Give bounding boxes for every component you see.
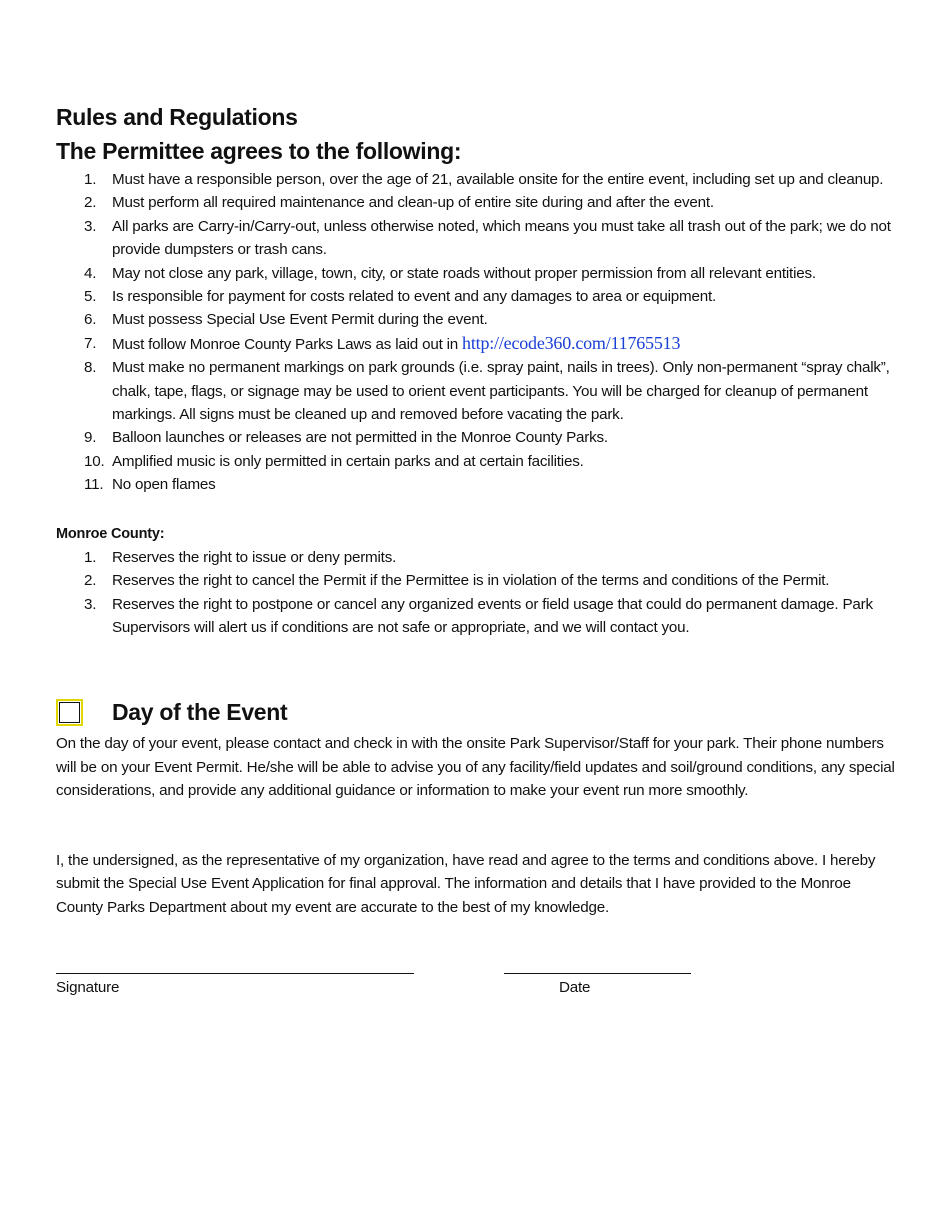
list-text: Must perform all required maintenance and clean-up of entire site during and after the event. <box>112 194 714 212</box>
list-text: Must possess Special Use Event Permit during the event. <box>112 311 488 329</box>
list-text: Is responsible for payment for costs related to event and any damages to area or equipment. <box>112 288 716 306</box>
list-text: Reserves the right to cancel the Permit if the Permittee is in violation of the terms and conditions of the Permit. <box>112 572 830 590</box>
list-item <box>56 332 896 356</box>
list-text: Reserves the right to postpone or cancel any organized events or field usage that could do permanent damage. Park Supervisors will alert us if conditions are not safe or appropriate, and we will contact you. <box>112 595 873 636</box>
county-list <box>56 546 896 640</box>
list-number: 5. <box>84 288 97 306</box>
list-text: Reserves the right to issue or deny permits. <box>112 548 397 566</box>
list-number: 6. <box>84 311 97 329</box>
list-number: 2. <box>84 194 97 212</box>
list-number: 10. <box>84 452 105 470</box>
permittee-rules-list <box>56 168 896 497</box>
date-line[interactable] <box>504 973 691 974</box>
list-number: 1. <box>84 548 97 566</box>
date-label: Date <box>559 979 591 997</box>
day-of-event-text: On the day of your event, please contact and check in with the onsite Park Supervisor/Staff for your park. Their phone numbers will be on your Event Permit. He/she will be able to advise you of any facility/field updates and soil/ground conditions, any special considerations, and provide any additional guidance or information to make your event run more smoothly. <box>56 735 895 800</box>
list-number: 1. <box>84 171 97 188</box>
signature-area <box>56 959 896 999</box>
permittee-heading: The Permittee agrees to the following: <box>56 138 462 164</box>
ecode-link[interactable]: http://ecode360.com/11765513 <box>462 332 681 353</box>
document-page <box>56 102 896 999</box>
list-text: Balloon launches or releases are not permitted in the Monroe County Parks. <box>112 429 608 447</box>
list-item <box>56 285 896 308</box>
list-text: All parks are Carry-in/Carry-out, unless otherwise noted, which means you must take all trash out of the park; we do not provide dumpsters or trash cans. <box>112 217 891 259</box>
list-number: 11. <box>84 476 104 494</box>
day-of-event-row <box>56 696 896 728</box>
rules-heading: Rules and Regulations <box>56 104 298 130</box>
list-text: Must have a responsible person, over the age of 21, available onsite for the entire event, including set up and cleanup. <box>112 171 884 188</box>
list-number: 7. <box>84 334 97 352</box>
list-item <box>56 473 896 496</box>
list-text: Must follow Monroe County Parks Laws as laid out in <box>112 335 463 353</box>
day-of-event-heading: Day of the Event <box>112 699 288 726</box>
list-number: 8. <box>84 359 97 377</box>
list-item <box>56 356 896 426</box>
list-number: 2. <box>84 572 97 590</box>
list-item <box>56 569 896 592</box>
list-item <box>56 308 896 331</box>
list-item <box>56 593 896 640</box>
county-heading: Monroe County: <box>56 525 165 542</box>
list-number: 3. <box>84 595 97 613</box>
day-of-event-checkbox[interactable] <box>56 699 83 726</box>
list-number: 4. <box>84 264 97 282</box>
list-item <box>56 450 896 473</box>
list-number: 3. <box>84 217 97 235</box>
list-text: Amplified music is only permitted in certain parks and at certain facilities. <box>112 452 584 470</box>
list-item <box>56 191 896 214</box>
list-item <box>56 262 896 285</box>
list-item <box>56 215 896 262</box>
list-number: 9. <box>84 429 97 447</box>
list-text: May not close any park, village, town, city, or state roads without proper permission from all relevant entities. <box>112 264 816 282</box>
agreement-text: I, the undersigned, as the representative of my organization, have read and agree to the terms and conditions above. I hereby submit the Special Use Event Application for final approval. The information and details that I have provided to the Monroe County Parks Department about my event are accurate to the best of my knowledge. <box>56 851 876 916</box>
list-item <box>56 168 896 191</box>
list-item <box>56 426 896 449</box>
signature-label: Signature <box>56 979 120 997</box>
list-text: Must make no permanent markings on park grounds (i.e. spray paint, nails in trees). Only non-permanent “spray chalk”, chalk, tape, flags, or signage may be used to orient event participants. You will be charged for cleanup of permanent markings. All signs must be cleaned up and removed before vacating the park. <box>112 359 890 424</box>
list-text: No open flames <box>112 476 216 494</box>
list-item <box>56 546 896 569</box>
signature-line[interactable] <box>56 973 414 974</box>
